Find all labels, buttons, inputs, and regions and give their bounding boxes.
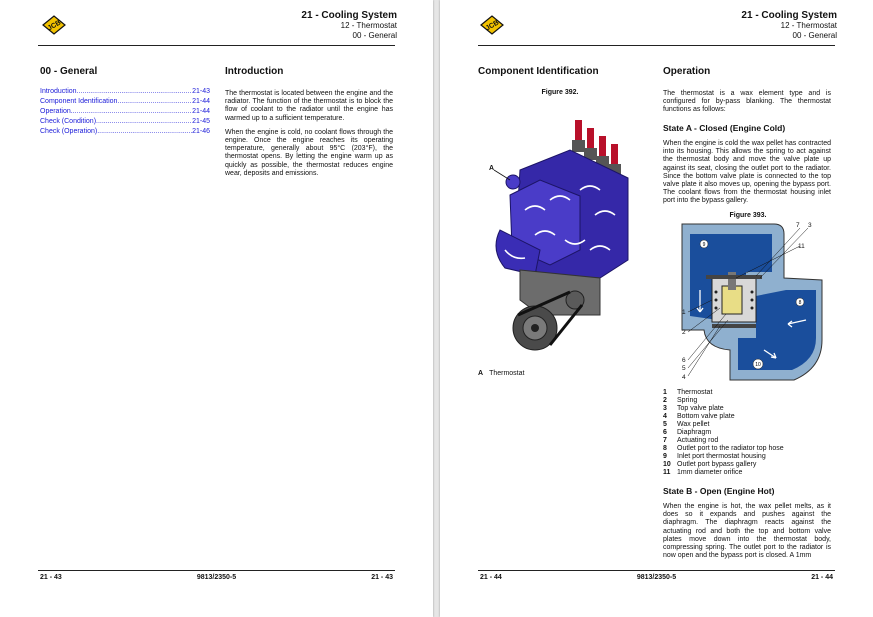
- legend-item: 6 Diaphragm: [663, 429, 712, 436]
- toc-item-introduction[interactable]: Introduction ..... 21-43: [40, 87, 210, 97]
- callout-6: 6: [682, 357, 686, 364]
- figure-393-legend: [663, 389, 784, 477]
- legend-item: 5 Wax pellet: [663, 421, 710, 428]
- legend-item: 10 Outlet port bypass gallery: [663, 461, 757, 468]
- caption-text: Thermostat: [489, 370, 525, 377]
- footer-page-right: 21 - 43: [371, 574, 393, 581]
- legend-item: 8 Outlet port to the radiator top hose: [663, 445, 784, 452]
- component-identification-title: Component Identification: [478, 66, 599, 77]
- header-section: 12 - Thermostat: [340, 21, 397, 30]
- figure-393-title: Figure 393.: [729, 212, 767, 219]
- callout-1: 1: [682, 309, 686, 316]
- header-section: 12 - Thermostat: [780, 21, 837, 30]
- toc-item-check-operation[interactable]: Check (Operation) ..... 21-46: [40, 127, 210, 137]
- callout-2: 2: [682, 329, 686, 336]
- header-rule: [38, 45, 395, 46]
- legend-item: 7 Actuating rod: [663, 437, 719, 444]
- callout-4: 4: [682, 374, 686, 381]
- svg-text:JCB: JCB: [484, 19, 501, 33]
- footer-doc-number: 9813/2350-5: [636, 574, 677, 581]
- callout-7: 7: [796, 222, 800, 229]
- thermostat-cross-section: [676, 220, 826, 385]
- toc-item-component-identification[interactable]: Component Identification ..... 21-44: [40, 97, 210, 107]
- figure-392-caption: [478, 370, 524, 377]
- introduction-body: [225, 90, 393, 184]
- header-subsection: 00 - General: [792, 31, 837, 40]
- toc-item-check-condition[interactable]: Check (Condition) ..... 21-45: [40, 117, 210, 127]
- callout-3: 3: [808, 222, 812, 229]
- callout-8-circle: 8: [798, 300, 802, 306]
- intro-paragraph-1: The thermostat is located between the engine and the radiator. The function of the thermostat is to block the flow of coolant to the radiator until the engine has warmed up to a sufficient temperature.: [225, 90, 393, 122]
- legend-item: 2 Spring: [663, 397, 698, 404]
- figure-392-title: Figure 392.: [541, 89, 579, 96]
- state-b-title: State B - Open (Engine Hot): [663, 486, 775, 496]
- footer-rule: [38, 570, 395, 571]
- header-subsection: 00 - General: [352, 31, 397, 40]
- caption-key: A: [478, 370, 484, 377]
- state-b-body: When the engine is hot, the wax pellet melts, as it does so it expands and pushes against the diaphragm. The diaphragm reacts against the actuating rod and both the top and bottom valve plates move down into the thermostat body, compressing spring. The outlet port to the radiator is now open and the bypass port is closed. A 1mm: [663, 503, 831, 560]
- footer-doc-number: 9813/2350-5: [196, 574, 237, 581]
- toc-item-operation[interactable]: Operation ..... 21-44: [40, 107, 210, 117]
- header-rule: [478, 45, 835, 46]
- callout-10-circle: 10: [755, 362, 761, 368]
- footer-page-left: 21 - 44: [480, 574, 502, 581]
- legend-item: 9 Inlet port thermostat housing: [663, 453, 766, 460]
- svg-text:JCB: JCB: [46, 19, 63, 33]
- header-chapter: 21 - Cooling System: [741, 10, 837, 21]
- legend-item: 3 Top valve plate: [663, 405, 724, 412]
- footer-page-right: 21 - 44: [811, 574, 833, 581]
- operation-title: Operation: [663, 66, 711, 77]
- callout-9-circle: 9: [702, 242, 706, 248]
- general-title: 00 - General: [40, 66, 98, 77]
- page-header: [301, 11, 397, 41]
- footer-page-left: 21 - 43: [40, 574, 62, 581]
- legend-item: 1 Thermostat: [663, 389, 713, 396]
- callout-11: 11: [798, 243, 805, 250]
- table-of-contents: [40, 87, 210, 137]
- intro-paragraph-2: When the engine is cold, no coolant flows through the engine. Once the engine reaches its operating temperature, generally about 95°C (203°F), the thermostat opens. By letting the engine warm up as quickly as possible, the thermostat reduces engine wear, deposits and emissions.: [225, 128, 393, 177]
- legend-item: 11 1mm diameter orifice: [663, 469, 743, 476]
- legend-item: 4 Bottom valve plate: [663, 413, 735, 420]
- jcb-logo: [42, 15, 66, 35]
- figure-label-a: A: [489, 165, 495, 172]
- callout-5: 5: [682, 365, 686, 372]
- jcb-logo: [480, 15, 504, 35]
- introduction-title: Introduction: [225, 66, 284, 77]
- footer-rule: [478, 570, 835, 571]
- engine-illustration: [480, 100, 630, 362]
- state-a-title: State A - Closed (Engine Cold): [663, 123, 786, 133]
- left-page: [0, 0, 433, 617]
- page-header: [741, 11, 837, 41]
- header-chapter: 21 - Cooling System: [301, 10, 397, 21]
- operation-intro: The thermostat is a wax element type and is configured for by-pass blanking. The thermostat functions as follows:: [663, 90, 831, 114]
- state-a-body: When the engine is cold the wax pellet has contracted into its housing. This allows the spring to act against the thermostat body and move the valve plate up against its seat, closing the outlet port to the radiator. Since the bottom valve plate is connected to the top valve plate it also moves up, opening the bypass port. The coolant flows from the thermostat housing inlet port into the bypass gallery.: [663, 140, 831, 205]
